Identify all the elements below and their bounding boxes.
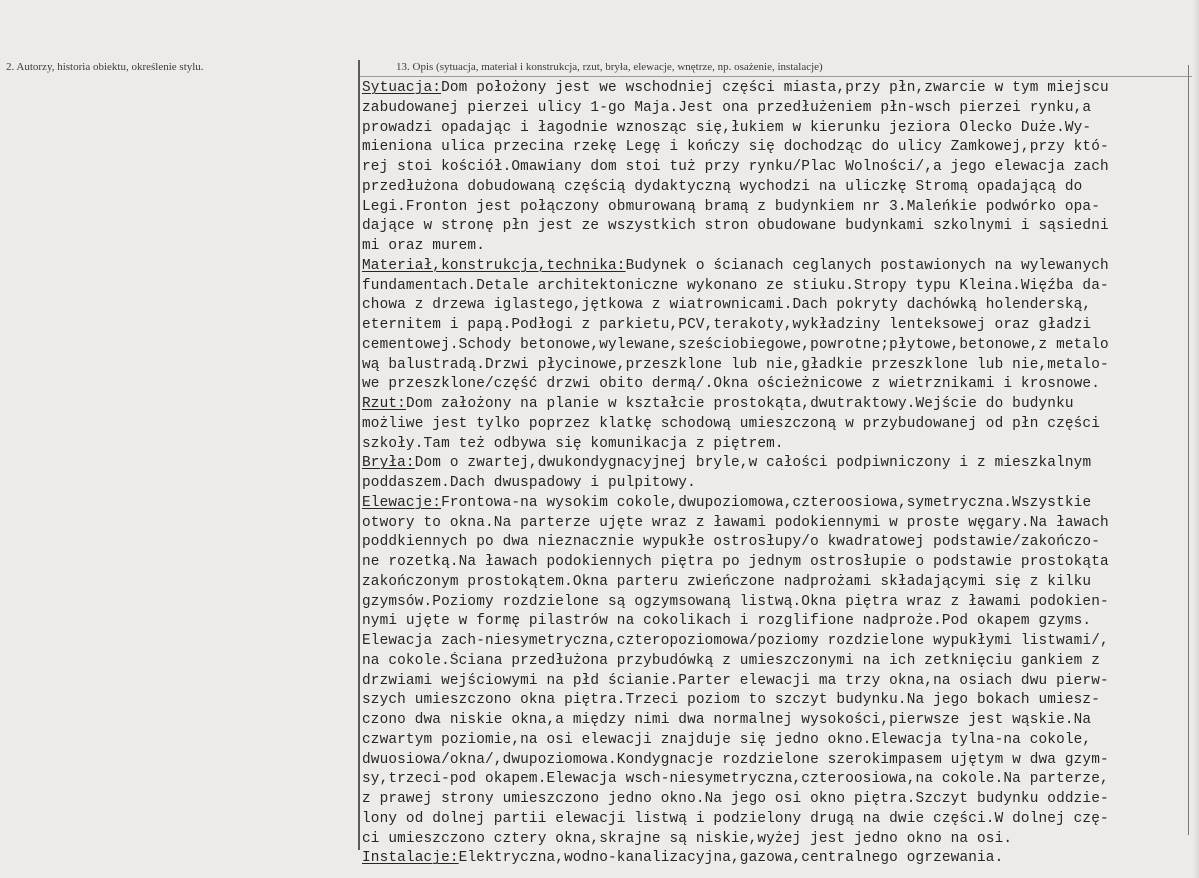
text-line bbox=[362, 474, 1199, 494]
line-text: mieniona ulica przecina rzekę Legę i kończy się dochodząc do ulicy Zamkowej,przy któ- bbox=[362, 139, 1109, 156]
description-text bbox=[362, 79, 1199, 869]
line-text: poddkiennych po dwa nieznacznie wypukłe ostrosłupy/o kwadratowej podstawie/zakończo- bbox=[362, 534, 1101, 551]
section-heading: Sytuacja: bbox=[362, 80, 442, 96]
line-text: ci umieszczono cztery okna,skrajne są niskie,wyżej jest jedno okno na osi. bbox=[362, 830, 1013, 847]
line-text: fundamentach.Detale architektoniczne wykonano ze stiuku.Stropy typu Kleina.Więźba da- bbox=[362, 277, 1109, 294]
line-text: przedłużona dobudowaną częścią dydaktyczną wychodzi na uliczkę Stromą opadającą do bbox=[362, 178, 1083, 195]
line-text: we przeszklone/część drzwi obito dermą/.Okna ościeżnicowe z wietrznikami i krosnowe. bbox=[362, 376, 1101, 393]
text-line bbox=[362, 770, 1199, 790]
line-text: Elewacja zach-niesymetryczna,czteropoziomowa/poziomy rozdzielone wypukłymi listwami/, bbox=[362, 633, 1109, 649]
section-heading: Instalacje: bbox=[362, 850, 459, 867]
text-line bbox=[362, 375, 1199, 395]
line-text: Budynek o ścianach ceglanych postawionych na wylewanych bbox=[625, 257, 1109, 274]
line-text: szych umieszczono okna piętra.Trzeci poziom to szczyt budynku.Na jego bokach umiesz- bbox=[362, 692, 1101, 709]
text-line bbox=[362, 553, 1199, 573]
section-heading: Elewacje: bbox=[362, 494, 442, 511]
line-text: możliwe jest tylko poprzez klatkę schodową umieszczoną w przybudowanej od płn części bbox=[362, 415, 1101, 432]
text-line bbox=[362, 612, 1199, 632]
line-text: szkoły.Tam też odbywa się komunikacja z piętrem. bbox=[362, 435, 784, 452]
text-line bbox=[362, 494, 1199, 514]
line-text: eternitem i papą.Podłogi z parkietu,PCV,terakoty,wykładziny lenteksowej oraz gładzi bbox=[362, 317, 1092, 333]
line-text: sy,trzeci-pod okapem.Elewacja wsch-niesymetryczna,czteroosiowa,na cokole.Na parterze, bbox=[362, 771, 1109, 788]
text-line bbox=[362, 573, 1199, 593]
text-line bbox=[362, 316, 1199, 336]
line-text: Elektryczna,wodno-kanalizacyjna,gazowa,centralnego ogrzewania. bbox=[458, 850, 1004, 867]
text-line bbox=[362, 533, 1199, 553]
text-line bbox=[362, 731, 1199, 751]
line-text: gzymsów.Poziomy rozdzielone są ogzymsowaną listwą.Okna piętra wraz z ławami podokien- bbox=[362, 593, 1109, 610]
text-line bbox=[362, 296, 1199, 316]
text-line bbox=[362, 198, 1199, 218]
line-text: lony od dolnej partii elewacji listwą i podzielony drugą na dwie części.W dolnej czę- bbox=[362, 810, 1109, 827]
text-line bbox=[362, 138, 1199, 158]
line-text: prowadzi opadając i łagodnie wznosząc się,łukiem w kierunku jeziora Olecko Duże.Wy- bbox=[362, 119, 1092, 136]
text-line bbox=[362, 178, 1199, 198]
text-line bbox=[362, 593, 1199, 613]
text-line bbox=[362, 514, 1199, 534]
line-text: Frontowa-na wysokim cokole,dwupoziomowa,czteroosiowa,symetryczna.Wszystkie bbox=[441, 494, 1092, 511]
text-line bbox=[362, 79, 1199, 99]
right-column-header: 13. Opis (sytuacja, materiał i konstrukcja, rzut, bryła, elewacje, wnętrze, np. osażenie, instalacje) bbox=[396, 61, 823, 73]
text-line bbox=[362, 415, 1199, 435]
line-text: mi oraz murem. bbox=[362, 238, 486, 254]
line-text: drzwiami wejściowymi na płd ścianie.Parter elewacji ma trzy okna,na osiach dwu pierw- bbox=[362, 672, 1109, 689]
line-text: nymi ujęte w formę pilastrów na cokolikach i rozglifione nadproże.Pod okapem gzyms. bbox=[362, 613, 1092, 630]
text-line bbox=[362, 158, 1199, 178]
line-text: dwuosiowa/okna/,dwupoziomowa.Kondygnacje rozdzielone szerokimpasem ujętym w dwa gzym- bbox=[362, 751, 1109, 768]
left-column bbox=[0, 0, 358, 878]
line-text: cementowej.Schody betonowe,wylewane,sześciobiegowe,powrotne;płytowe,betonowe,z metalo bbox=[362, 336, 1109, 353]
text-line bbox=[362, 217, 1199, 237]
line-text: zabudowanej pierzei ulicy 1-go Maja.Jest ona przedłużeniem płn-wsch pierzei rynku,a bbox=[362, 99, 1092, 116]
line-text: zakończonym prostokątem.Okna parteru zwieńczone nadprożami składającymi się z kilku bbox=[362, 573, 1092, 590]
text-line bbox=[362, 672, 1199, 692]
text-line bbox=[362, 99, 1199, 119]
text-line bbox=[362, 830, 1199, 850]
text-line bbox=[362, 336, 1199, 356]
text-line bbox=[362, 790, 1199, 810]
line-text: ne rozetką.Na ławach podokiennych piętra po jednym ostrosłupie o podstawie prostokąta bbox=[362, 554, 1109, 570]
line-text: czwartym poziomie,na osi elewacji znajduje się jedno okno.Elewacja tylna-na cokole, bbox=[362, 731, 1092, 748]
line-text: dające w stronę płn jest ze wszystkich stron obudowane budynkami szkolnymi i sąsiedni bbox=[362, 218, 1109, 235]
text-line bbox=[362, 119, 1199, 139]
text-line bbox=[362, 356, 1199, 376]
text-line bbox=[362, 652, 1199, 672]
text-line bbox=[362, 237, 1199, 257]
line-text: z prawej strony umieszczono jedno okno.Na jego osi okno piętra.Szczyt budynku oddzie- bbox=[362, 791, 1109, 807]
text-line bbox=[362, 435, 1199, 455]
text-line bbox=[362, 691, 1199, 711]
line-text: otwory to okna.Na parterze ujęte wraz z ławami podokiennymi w proste węgary.Na ławach bbox=[362, 514, 1109, 531]
section-heading: Materiał,konstrukcja,technika: bbox=[362, 257, 626, 274]
text-line bbox=[362, 632, 1199, 652]
line-text: Dom położony jest we wschodniej części miasta,przy płn,zwarcie w tym miejscu bbox=[441, 80, 1109, 96]
text-line bbox=[362, 711, 1199, 731]
page-edge bbox=[1193, 0, 1199, 878]
line-text: Legi.Fronton jest połączony obmurowaną bramą z budynkiem nr 3.Maleńkie podwórko opa- bbox=[362, 198, 1101, 215]
header-rule bbox=[360, 76, 1192, 77]
left-column-header: 2. Autorzy, historia obiektu, określenie stylu. bbox=[6, 61, 204, 73]
line-text: poddaszem.Dach dwuspadowy i pulpitowy. bbox=[362, 475, 696, 491]
text-line bbox=[362, 277, 1199, 297]
text-line bbox=[362, 751, 1199, 771]
text-line bbox=[362, 257, 1199, 277]
text-line bbox=[362, 395, 1199, 415]
line-text: czono dwa niskie okna,a między nimi dwa normalnej wysokości,pierwsze jest wąskie.Na bbox=[362, 712, 1092, 728]
line-text: rej stoi kościół.Omawiany dom stoi tuż przy rynku/Plac Wolności/,a jego elewacja zach bbox=[362, 159, 1109, 175]
line-text: wą balustradą.Drzwi płycinowe,przeszklone lub nie,gładkie przeszklone lub nie,metalo- bbox=[362, 356, 1109, 373]
text-line bbox=[362, 849, 1199, 869]
line-text: na cokole.Ściana przedłużona przybudówką z umieszczonymi na ich zetknięciu gankiem z bbox=[362, 652, 1101, 669]
text-line bbox=[362, 810, 1199, 830]
text-line bbox=[362, 454, 1199, 474]
line-text: Dom założony na planie w kształcie prostokąta,dwutraktowy.Wejście do budynku bbox=[405, 396, 1074, 412]
section-heading: Bryła: bbox=[362, 455, 415, 472]
section-heading: Rzut: bbox=[362, 396, 406, 412]
line-text: chowa z drzewa iglastego,jętkowa z wiatrownicami.Dach pokryty dachówką holenderską, bbox=[362, 297, 1092, 314]
line-text: Dom o zwartej,dwukondygnacyjnej bryle,w całości podpiwniczony i z mieszkalnym bbox=[414, 455, 1092, 472]
